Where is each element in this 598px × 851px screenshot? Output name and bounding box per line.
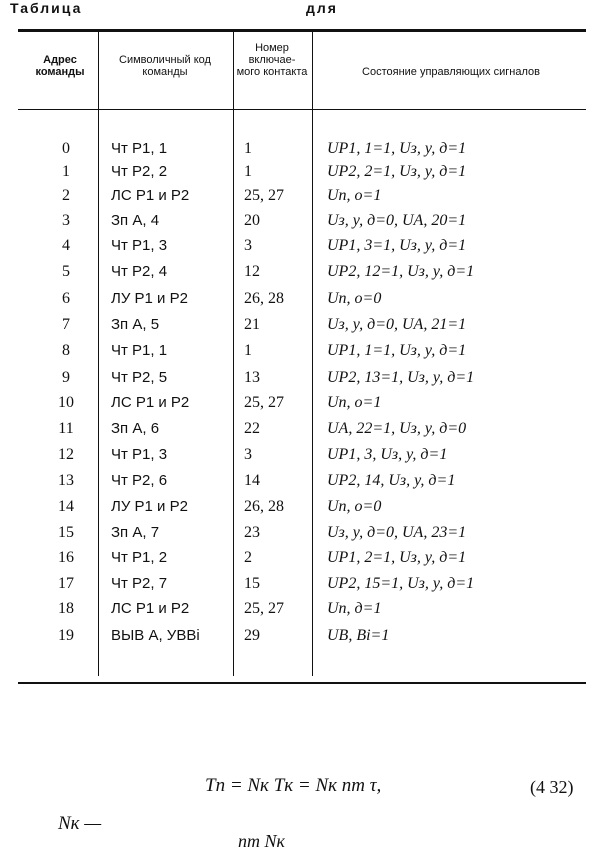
row-state: Uп, о=0: [327, 498, 382, 515]
row-contact: 25, 27: [244, 187, 284, 204]
row-contact: 29: [244, 627, 260, 644]
row-contact: 1: [244, 342, 252, 359]
bottom-fragment: nт Nк: [238, 831, 285, 851]
row-contact: 26, 28: [244, 290, 284, 307]
row-address: 7: [62, 316, 70, 333]
row-contact: 2: [244, 549, 252, 566]
row-code: Чт Р1, 3: [111, 237, 168, 254]
row-code: Зп А, 4: [111, 212, 160, 229]
row-state: Uз, у, д=0, UA, 23=1: [327, 524, 467, 541]
row-address: 6: [62, 290, 70, 307]
row-state: UР1, 2=1, Uз, у, д=1: [327, 549, 467, 566]
row-contact: 25, 27: [244, 394, 284, 411]
row-address: 3: [62, 212, 70, 229]
row-code: Чт Р2, 5: [111, 369, 168, 386]
row-address: 12: [58, 446, 74, 463]
column-divider-2: [233, 31, 234, 676]
row-code: ЛУ Р1 и Р2: [111, 498, 188, 515]
row-address: 19: [58, 627, 74, 644]
row-address: 1: [62, 163, 70, 180]
row-address: 4: [62, 237, 70, 254]
row-contact: 21: [244, 316, 260, 333]
row-code: Зп А, 6: [111, 420, 160, 437]
row-address: 13: [58, 472, 74, 489]
row-contact: 25, 27: [244, 600, 284, 617]
row-address: 9: [62, 369, 70, 386]
row-contact: 1: [244, 163, 252, 180]
row-contact: 14: [244, 472, 260, 489]
table-caption-for: для: [306, 0, 338, 16]
column-header-address: Адрес команды: [35, 54, 85, 78]
row-code: Зп А, 5: [111, 316, 160, 333]
table-caption-line: [10, 0, 570, 20]
column-header-symbolic-code: Символичный код команды: [119, 54, 211, 78]
row-state: Uп, о=1: [327, 187, 382, 204]
row-contact: 12: [244, 263, 260, 280]
row-state: Uп, о=1: [327, 394, 382, 411]
column-divider-1: [98, 31, 99, 676]
row-contact: 3: [244, 237, 252, 254]
row-state: UР2, 2=1, Uз, у, д=1: [327, 163, 467, 180]
row-code: Чт Р1, 3: [111, 446, 168, 463]
row-state: Uз, у, д=0, UA, 20=1: [327, 212, 467, 229]
row-code: ЛС Р1 и Р2: [111, 187, 190, 204]
row-code: Чт Р1, 1: [111, 140, 168, 157]
row-state: Uз, у, д=0, UA, 21=1: [327, 316, 467, 333]
row-state: UР2, 13=1, Uз, у, д=1: [327, 369, 475, 386]
row-address: 2: [62, 187, 70, 204]
equation-number: (4 32): [530, 777, 574, 797]
row-state: UР2, 12=1, Uз, у, д=1: [327, 263, 475, 280]
table-caption: Таблица: [10, 0, 83, 16]
row-state: UВ, Вi=1: [327, 627, 390, 644]
row-address: 14: [58, 498, 74, 515]
row-contact: 20: [244, 212, 260, 229]
row-state: Uп, о=0: [327, 290, 382, 307]
row-state: UР1, 1=1, Uз, у, д=1: [327, 342, 467, 359]
nk-line: Nк —: [58, 813, 102, 834]
column-header-contact-number: Номер включае- мого контакта: [236, 42, 308, 78]
row-contact: 15: [244, 575, 260, 592]
row-address: 10: [58, 394, 74, 411]
row-code: Чт Р2, 4: [111, 263, 168, 280]
column-header-control-state: Состояние управляющих сигналов: [362, 66, 540, 78]
row-code: ЛС Р1 и Р2: [111, 600, 190, 617]
row-code: ЛУ Р1 и Р2: [111, 290, 188, 307]
formula-expression: Tп = Nк Tк = Nк nт τ,: [205, 775, 382, 796]
row-contact: 3: [244, 446, 252, 463]
row-state: UР1, 3, Uз, у, д=1: [327, 446, 448, 463]
row-state: UР1, 1=1, Uз, у, д=1: [327, 140, 467, 157]
row-code: ВЫВ А, УВВi: [111, 627, 200, 644]
row-state: UA, 22=1, Uз, у, д=0: [327, 420, 467, 437]
row-state: UР1, 3=1, Uз, у, д=1: [327, 237, 467, 254]
table-bottom-rule: [18, 682, 586, 684]
row-address: 18: [58, 600, 74, 617]
table-header-rule: [18, 109, 586, 110]
row-address: 11: [58, 420, 74, 437]
table-top-rule: [18, 29, 586, 32]
row-contact: 13: [244, 369, 260, 386]
row-state: UР2, 15=1, Uз, у, д=1: [327, 575, 475, 592]
row-state: Uп, д=1: [327, 600, 382, 617]
row-contact: 23: [244, 524, 260, 541]
row-address: 8: [62, 342, 70, 359]
row-address: 17: [58, 575, 74, 592]
row-code: Чт Р2, 7: [111, 575, 168, 592]
row-code: Чт Р2, 6: [111, 472, 168, 489]
row-code: Чт Р1, 1: [111, 342, 168, 359]
row-code: ЛС Р1 и Р2: [111, 394, 190, 411]
row-address: 16: [58, 549, 74, 566]
row-contact: 22: [244, 420, 260, 437]
row-address: 15: [58, 524, 74, 541]
row-code: Чт Р2, 2: [111, 163, 168, 180]
row-contact: 1: [244, 140, 252, 157]
row-code: Чт Р1, 2: [111, 549, 168, 566]
row-address: 5: [62, 263, 70, 280]
row-contact: 26, 28: [244, 498, 284, 515]
row-code: Зп А, 7: [111, 524, 160, 541]
row-state: UР2, 14, Uз, у, д=1: [327, 472, 456, 489]
column-divider-3: [312, 31, 313, 676]
row-address: 0: [62, 140, 70, 157]
